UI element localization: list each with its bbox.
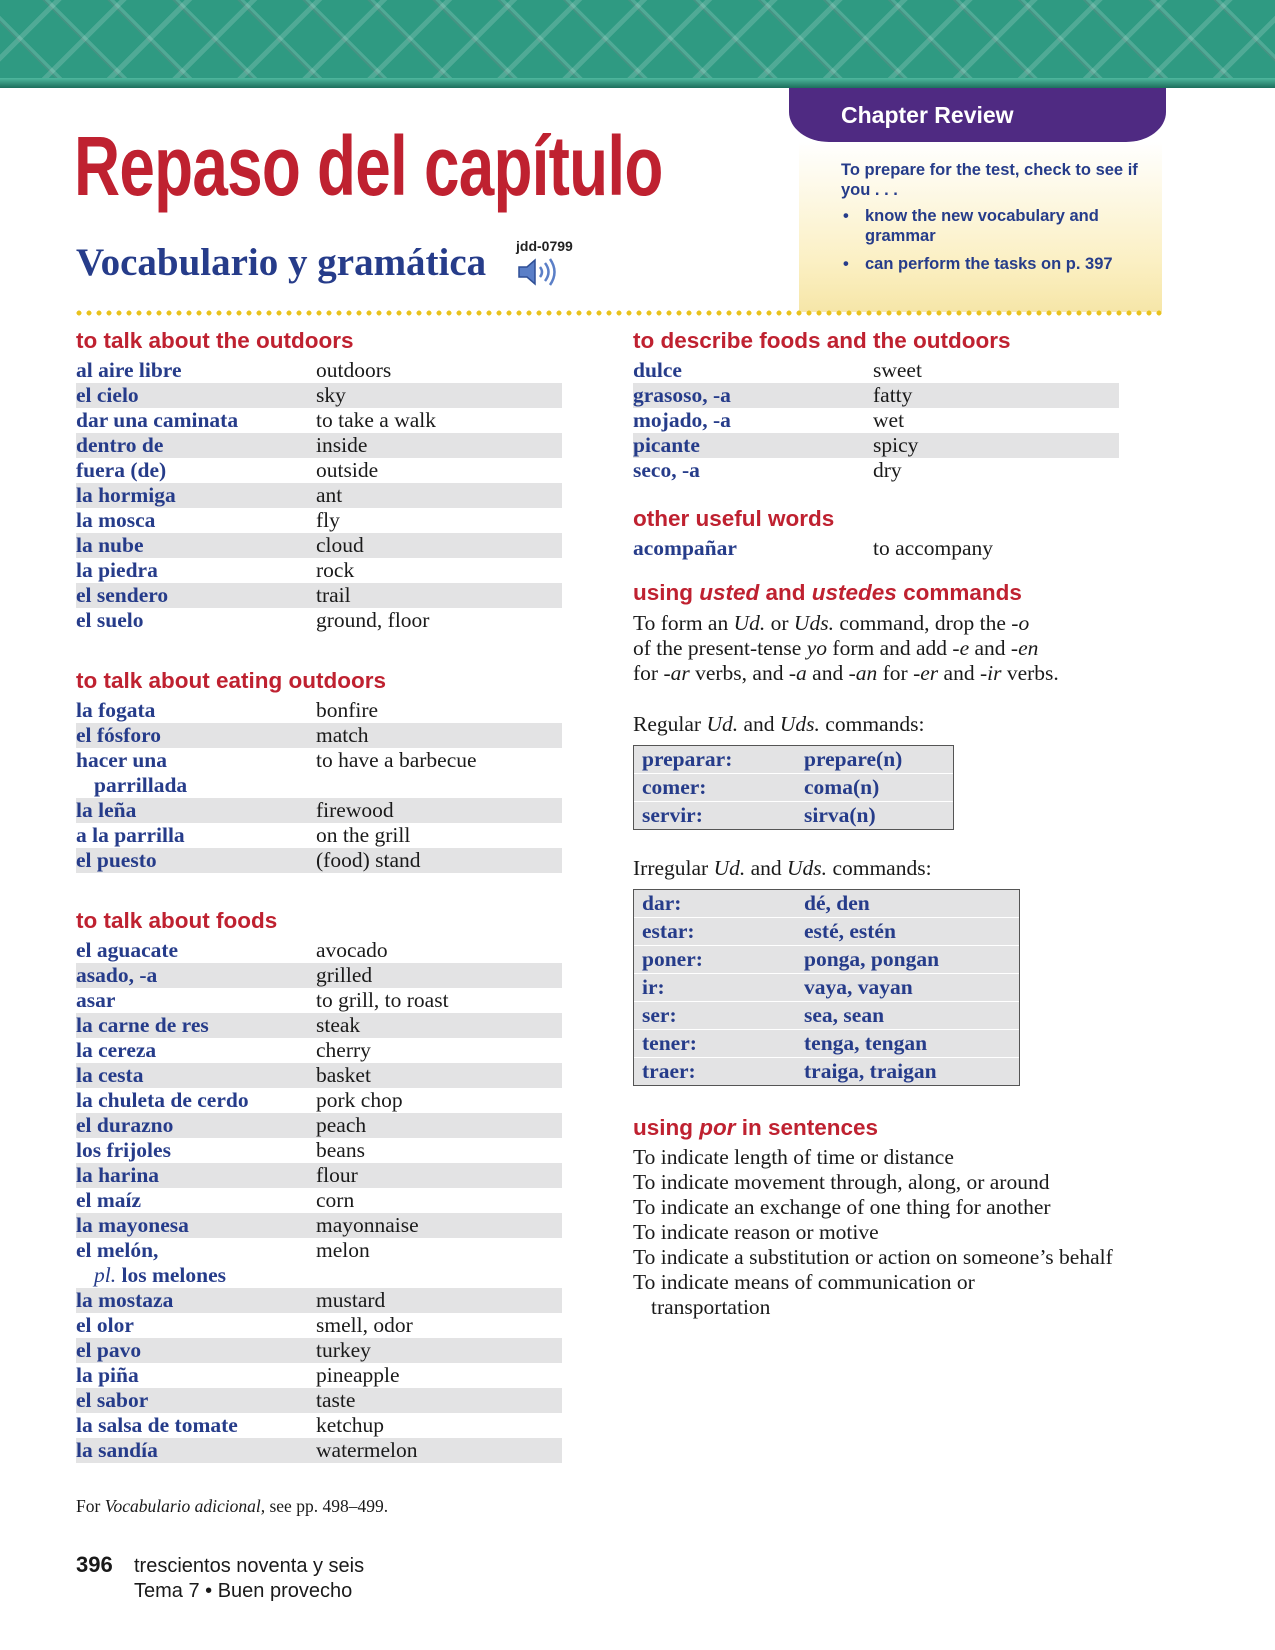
- command-form: sirva(n): [804, 803, 876, 827]
- vocab-spanish: el puesto: [76, 848, 157, 872]
- vocab-spanish: el maíz: [76, 1188, 142, 1212]
- vocab-spanish: la nube: [76, 533, 144, 557]
- vocab-row: [76, 483, 562, 508]
- vocab-spanish: la mayonesa: [76, 1213, 189, 1237]
- vocab-english: wet: [873, 408, 905, 432]
- vocab-english: mustard: [316, 1288, 386, 1312]
- vocab-english: pineapple: [316, 1363, 400, 1387]
- vocab-row: [633, 383, 1119, 408]
- vocab-list-eating-outdoors: [76, 698, 562, 873]
- vocab-spanish: el suelo: [76, 608, 144, 632]
- command-row: [634, 945, 1019, 973]
- vocab-spanish: la hormiga: [76, 483, 176, 507]
- vocab-plural: los melones: [121, 1263, 226, 1287]
- vocab-row: [76, 1388, 562, 1413]
- command-form: sea, sean: [804, 1003, 885, 1027]
- command-infinitive: tener:: [642, 1031, 697, 1055]
- page-title: Repaso del capítulo: [74, 119, 663, 213]
- command-form: tenga, tengan: [804, 1031, 928, 1055]
- vocab-row: [76, 848, 562, 873]
- vocab-english: match: [316, 723, 369, 747]
- section-heading-other: other useful words: [633, 506, 835, 531]
- command-form: dé, den: [804, 891, 870, 915]
- vocab-english: ground, floor: [316, 608, 430, 632]
- vocab-spanish: acompañar: [633, 536, 737, 560]
- vocab-english: mayonnaise: [316, 1213, 419, 1237]
- command-infinitive: poner:: [642, 947, 703, 971]
- vocab-row: [633, 433, 1119, 458]
- vocab-english: to have a barbecue: [316, 748, 477, 772]
- vocab-row: [76, 1313, 562, 1338]
- decorative-banner: [0, 0, 1275, 88]
- vocab-english: dry: [873, 458, 902, 482]
- por-uses-list: [633, 1145, 1133, 1320]
- vocab-english: peach: [316, 1113, 367, 1137]
- plural-marker: pl.: [94, 1263, 117, 1287]
- vocab-english: fly: [316, 508, 340, 532]
- vocab-english: (food) stand: [316, 848, 421, 872]
- vocab-row: [76, 963, 562, 988]
- vocab-row: [76, 558, 562, 583]
- vocab-english: avocado: [316, 938, 388, 962]
- heading-emphasis: por: [699, 1115, 736, 1140]
- vocab-row: [76, 723, 562, 748]
- command-row: [634, 746, 953, 773]
- vocab-spanish: mojado, -a: [633, 408, 731, 432]
- vocab-spanish-line: el melón,: [76, 1238, 159, 1262]
- vocab-spanish: el sendero: [76, 583, 169, 607]
- vocab-spanish-line: parrillada: [94, 773, 188, 797]
- vocab-english: watermelon: [316, 1438, 418, 1462]
- section-heading-commands: [633, 579, 1153, 607]
- command-row: [634, 917, 1019, 945]
- vocab-english: inside: [316, 433, 368, 457]
- command-form: prepare(n): [804, 747, 903, 771]
- vocab-row: [76, 798, 562, 823]
- vocab-row: [76, 608, 562, 633]
- vocab-spanish: picante: [633, 433, 700, 457]
- section-heading-describe: to describe foods and the outdoors: [633, 328, 1011, 353]
- vocab-spanish: [76, 748, 316, 798]
- chapter-theme: Tema 7 • Buen provecho: [134, 1580, 353, 1602]
- vocab-list-foods: [76, 938, 562, 1463]
- vocab-row: [76, 988, 562, 1013]
- vocab-spanish: el sabor: [76, 1388, 149, 1412]
- section-heading-outdoors: to talk about the outdoors: [76, 328, 354, 353]
- vocab-spanish: la fogata: [76, 698, 156, 722]
- vocab-spanish: la chuleta de cerdo: [76, 1088, 249, 1112]
- heading-text: using: [633, 1115, 700, 1140]
- vocab-row: [76, 458, 562, 483]
- irregular-commands-label: Irregular Ud. and Uds. commands:: [633, 856, 932, 880]
- vocab-english: melon: [316, 1238, 370, 1262]
- vocab-english: on the grill: [316, 823, 411, 847]
- vocab-english: cherry: [316, 1038, 371, 1062]
- vocab-spanish: el cielo: [76, 383, 139, 407]
- vocab-spanish: al aire libre: [76, 358, 182, 382]
- vocab-english: to grill, to roast: [316, 988, 449, 1012]
- dotted-divider: [74, 310, 1164, 316]
- vocab-spanish: la mostaza: [76, 1288, 174, 1312]
- vocab-english: smell, odor: [316, 1313, 413, 1337]
- vocab-row: [76, 1038, 562, 1063]
- vocab-english: fatty: [873, 383, 913, 407]
- vocab-row: [76, 1413, 562, 1438]
- vocab-spanish: dulce: [633, 358, 682, 382]
- command-infinitive: comer:: [642, 775, 707, 799]
- vocab-english: cloud: [316, 533, 364, 557]
- command-row: [634, 773, 953, 801]
- command-form: coma(n): [804, 775, 880, 799]
- vocab-english: outdoors: [316, 358, 392, 382]
- vocab-english: to take a walk: [316, 408, 436, 432]
- vocab-spanish: la carne de res: [76, 1013, 209, 1037]
- vocab-spanish: fuera (de): [76, 458, 167, 482]
- command-infinitive: ir:: [642, 975, 665, 999]
- vocab-english: to accompany: [873, 536, 993, 560]
- vocab-row: [76, 533, 562, 558]
- section-heading-eating-outdoors: to talk about eating outdoors: [76, 668, 386, 693]
- por-use-item: To indicate means of communication or transportation: [633, 1270, 975, 1319]
- vocab-spanish: el aguacate: [76, 938, 179, 962]
- vocab-english: corn: [316, 1188, 355, 1212]
- vocab-english: pork chop: [316, 1088, 403, 1112]
- heading-emphasis: usted: [699, 580, 760, 605]
- heading-text: commands: [896, 580, 1022, 605]
- vocab-english: trail: [316, 583, 351, 607]
- section-heading-por: [633, 1114, 1153, 1142]
- page-number-words: trescientos noventa y seis: [134, 1555, 365, 1577]
- vocab-spanish-line: [76, 1263, 316, 1288]
- command-infinitive: servir:: [642, 803, 703, 827]
- vocab-row: [76, 1213, 562, 1238]
- vocab-spanish: [76, 1238, 316, 1288]
- chapter-review-label: Chapter Review: [841, 102, 1014, 128]
- heading-text: in sentences: [735, 1115, 879, 1140]
- command-infinitive: estar:: [642, 919, 695, 943]
- vocab-row: [633, 536, 1119, 561]
- vocab-spanish: la mosca: [76, 508, 156, 532]
- command-infinitive: ser:: [642, 1003, 677, 1027]
- vocab-row: [76, 1363, 562, 1388]
- vocab-row: [76, 358, 562, 383]
- footnote: For Vocabulario adicional, see pp. 498–499.: [76, 1496, 389, 1516]
- regular-commands-table: [633, 745, 954, 830]
- regular-commands-label: Regular Ud. and Uds. commands:: [633, 712, 925, 736]
- chapter-review-intro: To prepare for the test, check to see if you . . .: [841, 161, 1138, 199]
- page-number: 396: [76, 1552, 113, 1577]
- vocab-row: [76, 1063, 562, 1088]
- vocab-list-other: [633, 536, 1119, 561]
- vocab-english: rock: [316, 558, 355, 582]
- vocab-list-describe: [633, 358, 1119, 483]
- vocab-english: basket: [316, 1063, 371, 1087]
- vocab-row: [76, 508, 562, 533]
- vocab-english: sweet: [873, 358, 922, 382]
- vocab-spanish: el durazno: [76, 1113, 174, 1137]
- speaker-icon[interactable]: [516, 256, 560, 288]
- vocab-english: sky: [316, 383, 346, 407]
- vocab-row: [633, 408, 1119, 433]
- vocab-row: [633, 358, 1119, 383]
- vocab-row: [76, 1138, 562, 1163]
- vocab-row: [76, 938, 562, 963]
- vocab-spanish: seco, -a: [633, 458, 700, 482]
- vocab-spanish: a la parrilla: [76, 823, 185, 847]
- vocab-spanish: la salsa de tomate: [76, 1413, 238, 1437]
- command-row: [634, 973, 1019, 1001]
- vocab-english: ant: [316, 483, 343, 507]
- command-row: [634, 1029, 1019, 1057]
- vocab-spanish-line: hacer una: [76, 748, 167, 772]
- vocab-spanish: la harina: [76, 1163, 160, 1187]
- vocab-row: [76, 1088, 562, 1113]
- section-heading-foods: to talk about foods: [76, 908, 278, 933]
- command-row: [634, 1057, 1019, 1085]
- vocab-spanish: el fósforo: [76, 723, 161, 747]
- chapter-review-item: • can perform the tasks on p. 397: [841, 254, 1141, 274]
- vocab-english: outside: [316, 458, 379, 482]
- right-column: [633, 327, 1153, 1320]
- vocab-row: [76, 583, 562, 608]
- vocab-row: [76, 1163, 562, 1188]
- commands-explanation: To form an Ud. or Uds. command, drop the -o of the present-tense yo form and add -e and -en for -ar verbs, and -a and -an for -er and -ir verbs.: [633, 611, 1059, 685]
- command-row: [634, 801, 953, 829]
- command-form: ponga, pongan: [804, 947, 940, 971]
- vocab-english: bonfire: [316, 698, 379, 722]
- command-infinitive: dar:: [642, 891, 682, 915]
- vocab-row: [76, 823, 562, 848]
- vocab-row: [76, 1013, 562, 1038]
- command-form: traiga, traigan: [804, 1059, 937, 1083]
- vocab-english: steak: [316, 1013, 361, 1037]
- vocab-row: [76, 748, 562, 798]
- vocab-row: [76, 1438, 562, 1463]
- por-use-item: To indicate reason or motive: [633, 1220, 879, 1244]
- vocab-english: taste: [316, 1388, 356, 1412]
- command-infinitive: preparar:: [642, 747, 733, 771]
- vocab-spanish: el olor: [76, 1313, 134, 1337]
- vocab-spanish: la leña: [76, 798, 137, 822]
- irregular-commands-table: [633, 889, 1020, 1086]
- por-use-item: To indicate movement through, along, or around: [633, 1170, 1050, 1194]
- vocab-spanish: el pavo: [76, 1338, 142, 1362]
- vocab-row: [76, 698, 562, 723]
- vocab-spanish: la cesta: [76, 1063, 144, 1087]
- chapter-review-list: [841, 206, 1141, 282]
- vocab-english: firewood: [316, 798, 394, 822]
- vocab-list-outdoors: [76, 358, 562, 633]
- command-infinitive: traer:: [642, 1059, 696, 1083]
- vocab-spanish: asar: [76, 988, 116, 1012]
- heading-emphasis: ustedes: [811, 580, 897, 605]
- vocab-english: ketchup: [316, 1413, 385, 1437]
- heading-text: using: [633, 580, 700, 605]
- command-form: vaya, vayan: [804, 975, 913, 999]
- vocab-spanish: la piña: [76, 1363, 139, 1387]
- vocab-row: [76, 383, 562, 408]
- vocab-spanish: dar una caminata: [76, 408, 239, 432]
- vocab-row: [76, 433, 562, 458]
- vocab-row: [76, 1188, 562, 1213]
- vocab-row: [76, 1338, 562, 1363]
- chapter-review-box: [799, 142, 1162, 312]
- audio-code: jdd-0799: [516, 238, 573, 254]
- chapter-review-item: • know the new vocabulary and grammar: [841, 206, 1141, 246]
- vocab-english: grilled: [316, 963, 373, 987]
- vocab-row: [76, 1113, 562, 1138]
- vocab-row: [76, 408, 562, 433]
- vocab-english: turkey: [316, 1338, 371, 1362]
- heading-text: and: [759, 580, 812, 605]
- vocab-row: [633, 458, 1119, 483]
- vocab-row: [76, 1238, 562, 1288]
- command-row: [634, 1001, 1019, 1029]
- vocab-english: flour: [316, 1163, 358, 1187]
- left-column: [76, 327, 562, 1463]
- chapter-review-tab: [789, 88, 1166, 142]
- command-form: esté, estén: [804, 919, 896, 943]
- vocab-spanish: los frijoles: [76, 1138, 171, 1162]
- vocab-english: spicy: [873, 433, 919, 457]
- vocab-spanish: dentro de: [76, 433, 164, 457]
- por-use-item: To indicate an exchange of one thing for another: [633, 1195, 1051, 1219]
- vocab-row: [76, 1288, 562, 1313]
- por-use-item: To indicate a substitution or action on someone’s behalf: [633, 1245, 1113, 1269]
- por-use-item: To indicate length of time or distance: [633, 1145, 954, 1169]
- vocab-spanish: asado, -a: [76, 963, 158, 987]
- vocab-spanish: la cereza: [76, 1038, 157, 1062]
- vocab-english: beans: [316, 1138, 365, 1162]
- command-row: [634, 890, 1019, 917]
- vocab-spanish: grasoso, -a: [633, 383, 731, 407]
- page-subtitle: Vocabulario y gramática: [76, 241, 487, 284]
- vocab-spanish: la piedra: [76, 558, 158, 582]
- vocab-spanish: la sandía: [76, 1438, 158, 1462]
